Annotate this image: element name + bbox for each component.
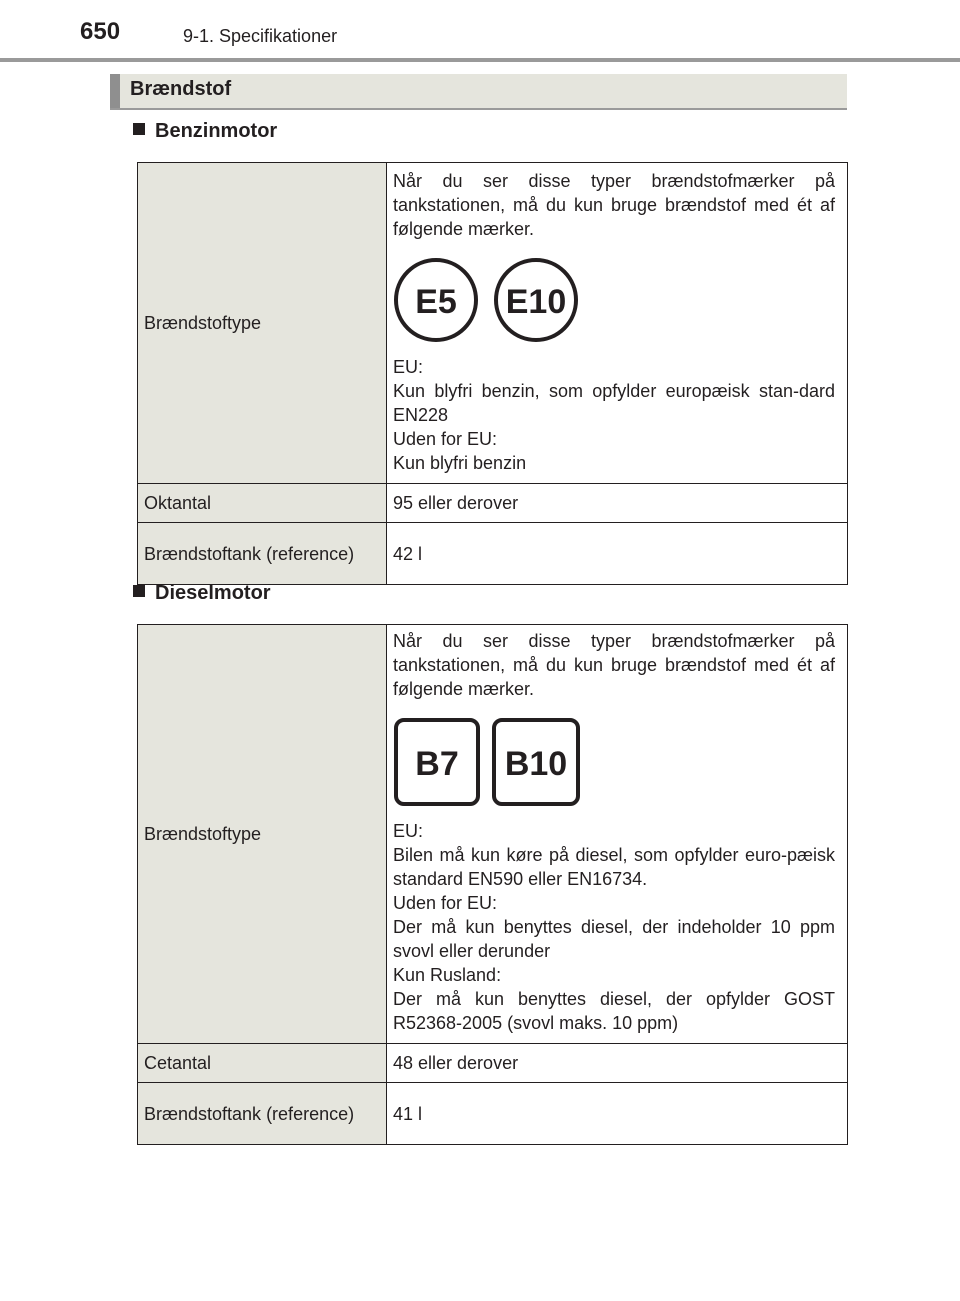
header-rule — [0, 58, 960, 62]
fuel-line: Der må kun benyttes diesel, der indeholder 10 ppm svovl eller derunder — [393, 917, 835, 961]
diesel-spec-table — [137, 624, 848, 1145]
fuel-line: EU: — [393, 357, 424, 377]
fuel-line: Kun blyfri benzin, som opfylder europæisk stan-dard EN228 — [393, 381, 835, 425]
b7-mark-label: B7 — [415, 745, 459, 783]
fuel-type-label: Brændstoftype — [138, 163, 387, 484]
fuel-line: Kun blyfri benzin — [393, 453, 527, 473]
fuel-line: Uden for EU: — [393, 893, 498, 913]
square-bullet-icon — [133, 123, 145, 135]
diesel-heading — [133, 582, 271, 605]
cetane-value: 48 eller derover — [387, 1044, 848, 1083]
section-heading-bar — [110, 74, 847, 110]
table-row — [138, 163, 848, 484]
tank-label: Brændstoftank (reference) — [138, 523, 387, 585]
fuel-intro-text: Når du ser disse typer brændstofmærker på tankstationen, må du kun bruge brændstof med ét af følgende mærker. — [393, 171, 835, 239]
table-row — [138, 1044, 848, 1083]
petrol-spec-table — [137, 162, 848, 585]
b10-mark-label: B10 — [504, 745, 568, 783]
diesel-heading-text: Dieselmotor — [155, 582, 271, 604]
section-accent — [110, 74, 120, 108]
e10-mark-label: E10 — [505, 283, 567, 321]
fuel-marks — [393, 241, 835, 355]
table-row — [138, 1083, 848, 1145]
petrol-heading — [133, 120, 277, 143]
page-number: 650 — [80, 18, 121, 45]
fuel-mark-icons — [393, 257, 593, 343]
fuel-type-value — [387, 163, 848, 484]
running-title: 9-1. Specifikationer — [183, 26, 338, 46]
fuel-line: EU: — [393, 821, 424, 841]
fuel-line: Der må kun benyttes diesel, der opfylder GOST R52368-2005 (svovl maks. 10 ppm) — [393, 989, 835, 1033]
octane-value: 95 eller derover — [387, 484, 848, 523]
cetane-label: Cetantal — [138, 1044, 387, 1083]
fuel-line: Uden for EU: — [393, 429, 498, 449]
table-row — [138, 625, 848, 1044]
e5-mark-label: E5 — [415, 283, 457, 321]
tank-label: Brændstoftank (reference) — [138, 1083, 387, 1145]
fuel-marks — [393, 701, 835, 819]
table-row — [138, 523, 848, 585]
fuel-type-value — [387, 625, 848, 1044]
fuel-mark-icons — [393, 717, 593, 807]
fuel-line: Bilen må kun køre på diesel, som opfylder euro-pæisk standard EN590 eller EN16734. — [393, 845, 835, 889]
tank-value: 42 l — [387, 523, 848, 585]
section-title: Brændstof — [130, 78, 232, 100]
fuel-intro-text: Når du ser disse typer brændstofmærker på tankstationen, må du kun bruge brændstof med ét af følgende mærker. — [393, 631, 835, 699]
octane-label: Oktantal — [138, 484, 387, 523]
tank-value: 41 l — [387, 1083, 848, 1145]
fuel-type-label: Brændstoftype — [138, 625, 387, 1044]
fuel-line: Kun Rusland: — [393, 965, 502, 985]
table-row — [138, 484, 848, 523]
petrol-heading-text: Benzinmotor — [155, 120, 278, 142]
square-bullet-icon — [133, 585, 145, 597]
